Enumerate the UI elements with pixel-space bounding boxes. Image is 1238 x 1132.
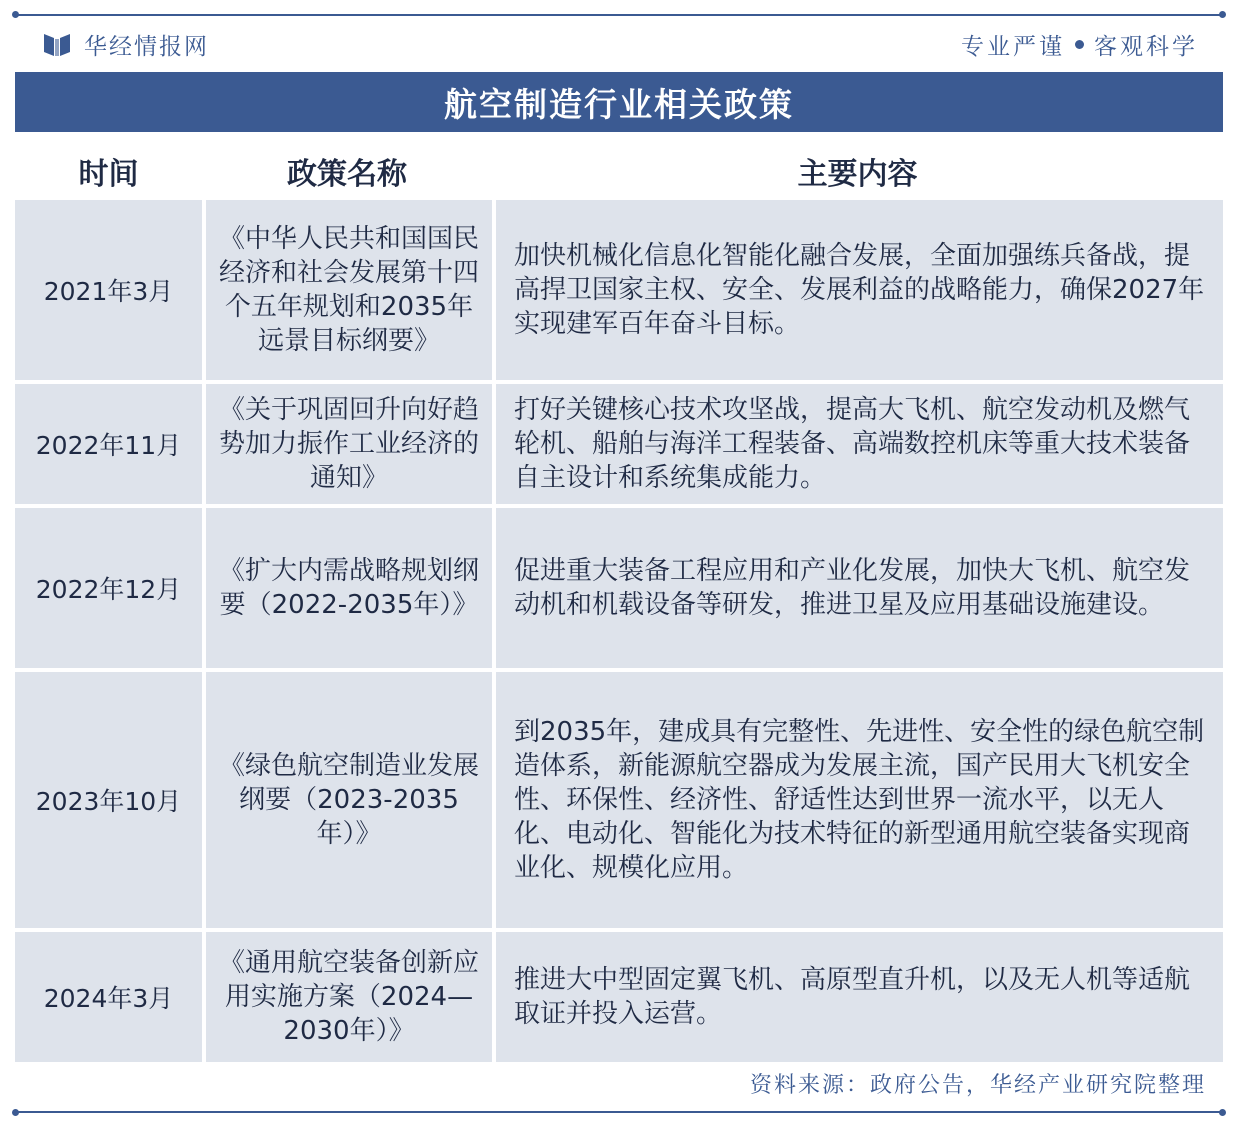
policy-table bbox=[15, 146, 1223, 1062]
table-row bbox=[15, 672, 1223, 928]
slogan-separator-dot bbox=[1075, 40, 1084, 49]
slogan bbox=[961, 28, 1198, 60]
cell-policy: 《中华人民共和国国民经济和社会发展第十四个五年规划和2035年远景目标纲要》 bbox=[206, 200, 492, 380]
table-header bbox=[15, 146, 1223, 196]
column-header-time: 时间 bbox=[78, 157, 139, 192]
cell-policy: 《通用航空装备创新应用实施方案（2024—2030年）》 bbox=[206, 932, 492, 1062]
cell-time: 2022年12月 bbox=[15, 508, 202, 668]
cell-time: 2021年3月 bbox=[15, 200, 202, 380]
table-row bbox=[15, 932, 1223, 1062]
brand-name: 华经情报网 bbox=[84, 33, 209, 60]
cell-time: 2024年3月 bbox=[15, 932, 202, 1062]
cell-content: 加快机械化信息化智能化融合发展，全面加强练兵备战，提高捍卫国家主权、安全、发展利益的战略能力，确保2027年实现建军百年奋斗目标。 bbox=[496, 200, 1223, 380]
cell-time: 2022年11月 bbox=[15, 384, 202, 504]
source-note: 资料来源：政府公告，华经产业研究院整理 bbox=[749, 1073, 1206, 1098]
slogan-right: 客观科学 bbox=[1094, 33, 1198, 60]
table-row bbox=[15, 384, 1223, 504]
top-frame-line bbox=[15, 14, 1223, 16]
cell-time: 2023年10月 bbox=[15, 672, 202, 928]
table-row bbox=[15, 508, 1223, 668]
column-header-content: 主要内容 bbox=[797, 157, 918, 192]
brand bbox=[44, 28, 209, 60]
cell-content: 促进重大装备工程应用和产业化发展，加快大飞机、航空发动机和机载设备等研发，推进卫星及应用基础设施建设。 bbox=[496, 508, 1223, 668]
cell-content: 打好关键核心技术攻坚战，提高大飞机、航空发动机及燃气轮机、船舶与海洋工程装备、高端数控机床等重大技术装备自主设计和系统集成能力。 bbox=[496, 384, 1223, 504]
cell-policy: 《关于巩固回升向好趋势加力振作工业经济的通知》 bbox=[206, 384, 492, 504]
column-header-policy: 政策名称 bbox=[287, 157, 407, 192]
frame-dot-bottom-left bbox=[12, 1109, 19, 1116]
frame-dot-bottom-right bbox=[1219, 1109, 1226, 1116]
table-row bbox=[15, 200, 1223, 380]
frame-dot-top-left bbox=[12, 11, 19, 18]
page-title: 航空制造行业相关政策 bbox=[444, 84, 794, 124]
cell-policy: 《扩大内需战略规划纲要（2022-2035年）》 bbox=[206, 508, 492, 668]
brand-logo-icon bbox=[44, 32, 70, 56]
cell-content: 到2035年，建成具有完整性、先进性、安全性的绿色航空制造体系，新能源航空器成为发展主流，国产民用大飞机安全性、环保性、经济性、舒适性达到世界一流水平，以无人化、电动化、智能化为技术特征的新型通用航空装备实现商业化、规模化应用。 bbox=[496, 672, 1223, 928]
cell-policy: 《绿色航空制造业发展纲要（2023-2035年）》 bbox=[206, 672, 492, 928]
frame-dot-top-right bbox=[1219, 11, 1226, 18]
bottom-frame-line bbox=[15, 1111, 1223, 1113]
slogan-left: 专业严谨 bbox=[961, 33, 1065, 60]
title-bar bbox=[15, 72, 1223, 132]
cell-content: 推进大中型固定翼飞机、高原型直升机，以及无人机等适航取证并投入运营。 bbox=[496, 932, 1223, 1062]
